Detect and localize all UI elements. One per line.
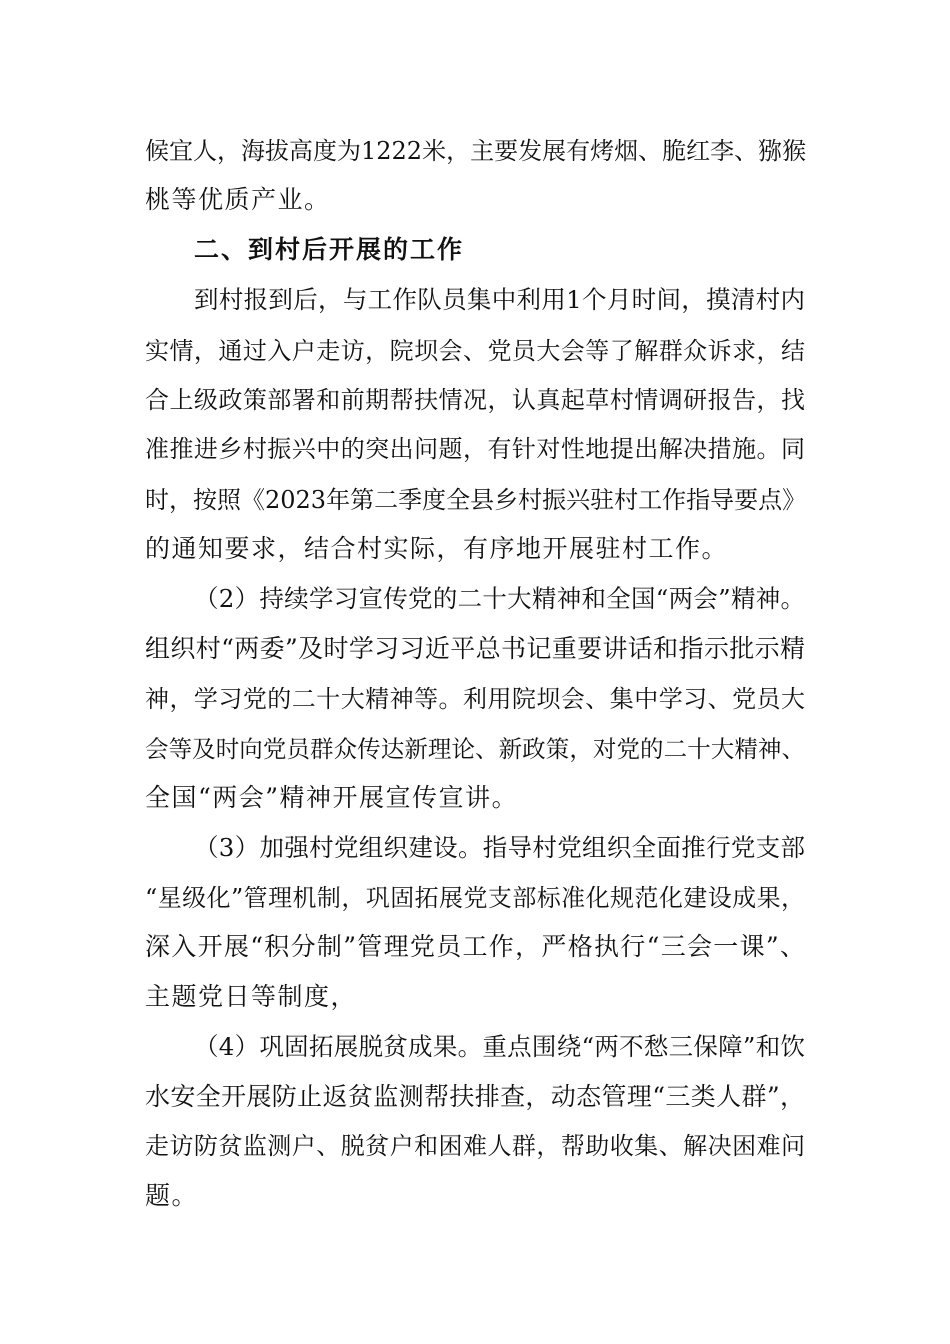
paragraph-line: 组织村“两委”及时学习习近平总书记重要讲话和指示批示精: [145, 634, 805, 663]
paragraph-line: 合上级政策部署和前期帮扶情况，认真起草村情调研报告，找: [145, 386, 805, 414]
paragraph-line: 主题党日等制度，: [145, 982, 358, 1011]
intro-line: 候宜人，海拔高度为1222米，主要发展有烤烟、脆红李、猕猴: [145, 137, 807, 165]
paragraph-line: 题。: [145, 1181, 199, 1210]
paragraph-line: 时，按照《2023年第二季度全县乡村振兴驻村工作指导要点》: [145, 486, 807, 514]
paragraph-line: 实情，通过入户走访，院坝会、党员大会等了解群众诉求，结: [145, 337, 805, 365]
paragraph-line: 走访防贫监测户、脱贫户和困难人群，帮助收集、解决困难问: [145, 1132, 805, 1160]
paragraph-line: 会等及时向党员群众传达新理论、新政策，对党的二十大精神、: [145, 735, 805, 763]
paragraph-line: 神，学习党的二十大精神等。利用院坝会、集中学习、党员大: [145, 685, 805, 713]
paragraph-line: 水安全开展防止返贫监测帮扶排查，动态管理“三类人群”，: [145, 1082, 805, 1111]
section-heading: 二、到村后开展的工作: [194, 235, 465, 264]
paragraph-line: （2）持续学习宣传党的二十大精神和全国“两会”精神。: [194, 584, 805, 613]
paragraph-line: “星级化”管理机制，巩固拓展党支部标准化规范化建设成果，: [145, 884, 805, 912]
intro-line: 桃等优质产业。: [145, 185, 331, 214]
paragraph-line: （4）巩固拓展脱贫成果。重点围绕“两不愁三保障”和饮: [194, 1032, 805, 1061]
paragraph-line: 深入开展“积分制”管理党员工作，严格执行“三会一课”、: [145, 932, 805, 961]
paragraph-line: 全国“两会”精神开展宣传宣讲。: [145, 783, 519, 812]
paragraph-line: 准推进乡村振兴中的突出问题，有针对性地提出解决措施。同: [145, 435, 805, 463]
paragraph-line: 到村报到后，与工作队员集中利用1个月时间，摸清村内: [194, 285, 805, 314]
paragraph-line: 的通知要求，结合村实际，有序地开展驻村工作。: [145, 534, 729, 563]
paragraph-line: （3）加强村党组织建设。指导村党组织全面推行党支部: [194, 833, 805, 862]
